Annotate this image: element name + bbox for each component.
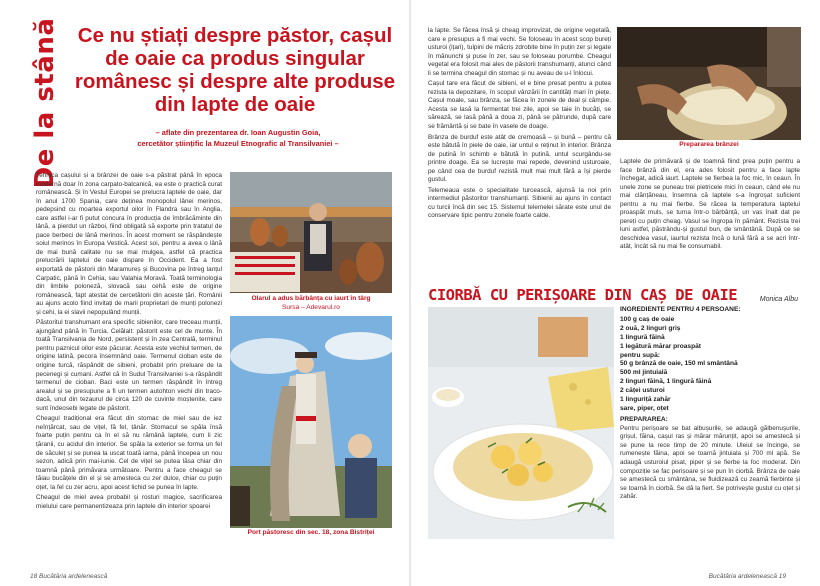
photo-shepherd-costume — [230, 316, 392, 530]
page-number-right: Bucătăria ardelenească 19 — [708, 573, 786, 580]
ingredient-item: 50 g brânză de oaie, 150 ml smântână — [620, 360, 738, 368]
photo-cheese-making — [617, 27, 801, 145]
photo-potter-market — [230, 172, 392, 297]
paragraph: Cheagul tradițional era făcut din stomac de miel sau de iez neînțărcat, sau de vițel, fă fel, tânăr. Stomacul se spăla însă foarte puțin pentru ca în el să nu rămână laptele, cum li zic țăranii, cu acidul din interior. Se spăla la exterior se forma un fel de săculeț și se punea la uscat toată iarna, până începea un nou sezon, adică prin mai-iunie. Cel de vițel se putea lăsa chiar din toamnă până primăvara următoare. Pentru a face cheagul se tăiau bucățele din el și se amesteca cu zer dulce, chiar cu puțin oțet, la fel cu zer acru, apoi acest lichid se punea în lapte. — [36, 415, 222, 491]
ingredient-item: 2 căței usturoi — [620, 387, 665, 395]
ingredient-item: 500 ml jintuială — [620, 369, 668, 377]
article-title: Ce nu știați despre păstor, cașul de oaie ca produs singular românesc și despre alte produse din lapte de oaie — [74, 24, 396, 116]
paragraph: Tehnica cașului și a brânzei de oaie s-a păstrat până în epoca modernă doar în zona carpato-balcanică, ea este o practică curat românească. Și în Vestul Europei se prelucra laptele de oaie, dar în anul 1700 Spania, care deținea monopolul lânei merinos, pedepsind cu moartea exportul oilor în Flandra sau în Anglia, care astfel i-ar fi putut concura în producția de îmbrăcăminte din lână, a pierdut un război, fiind obligată să exporte prin tratatul de pace berbeci de lână merinos. În acest moment se răspândește soiul merinos în Europa Vestică. Acest soi, pentru a avea o lână de mai bună calitate nu se mai mulgea, astfel că practica prelucrării laptelui de oaie dispare în Occident. Ea a fost exportată de păstorii din Maramureș și Bucovina pe întreg lanțul Carpatic, până în Cehia, sau Valahia Moravă. Toată terminologia din limbile poloneză, slovacă sau cehă este de origine românească, fapt atestat de cercetătorii din aceste țări. Românii au ajuns acolo fiind invitați de marii proprietari de munți polonezi și cehi, la ei slavii nepopulând munții. — [36, 172, 222, 316]
section-label: De la stână — [30, 17, 60, 189]
page-fold — [409, 0, 411, 586]
ingredient-item: 1 linguriță zahăr — [620, 396, 671, 404]
photo-caption: Olarul a adus bărbânța cu iaurt în târg Sursa – Adevarul.ro — [230, 293, 392, 313]
right-text-column — [620, 158, 800, 254]
ingredient-item: 2 ouă, 2 linguri griș — [620, 324, 681, 332]
ingredient-item: 2 linguri făină, 1 lingură făină — [620, 378, 712, 386]
left-text-column — [36, 172, 222, 513]
photo-caption: Prepararea brânzei — [617, 140, 801, 152]
paragraph: Telemeaua este o specialitate turcească, ajunsă la noi prin intermediul păstoritor transhumanți. Sibienii au ajuns în contact cu turcii încă din sec 15. Sistemul telemelei sărate este unul de conservare tipic pentru zonele foarte calde. — [428, 186, 611, 220]
middle-text-column — [428, 27, 611, 223]
ingredient-item: pentru supă: — [620, 351, 660, 359]
paragraph: Brânza de burduf este atât de cremoasă – și bună – pentru că este bătută în piele de oaie, iar untul e reținut în interior. Brânza de putină în schimb e bătută în putină, untul scurgându-se printre doage. Ea se lucrește mai repede, devenind usturoaie, pe când cea de burduf rezistă mult mai mult fără a își pierde gustul. — [428, 133, 611, 184]
paragraph: Laptele de primăvară și de toamnă fiind prea puțin pentru a face brânză din el, era ades folosit pentru a face lapte închegat, adică iaurt. Laptele se fierbea la foc mic, în ceaun. În unele zone se puneau trei pietricele mici în ceaun, când ele nu mai clănțăneau, însemna că laptele s-a îngroșat suficient pentru a nu mai fierbe. Se răcea la temperatura laptelui proaspăt muls, se turna într-o bărbânță, un vas înalt dat pe pereți cu puțin cheag. Vasul se îngropa în pământ. Rezista trei luni astfel, păstrându-și gustul bun, de smântână. După ce se deschidea vasul, iaurtul rezista încă o lună fără a se acri într-atât, încât să nu mai fie consumabil. — [620, 158, 800, 251]
ingredient-item: 100 g caș de oaie — [620, 315, 675, 323]
paragraph: Cheagul de miel avea probabil și rosturi magice, sacrificarea mielului care permanentizeaza prin laptele din interior spoarei — [36, 494, 222, 510]
recipe-ingredients — [620, 306, 800, 502]
ingredient-item: 1 lingură făină — [620, 333, 665, 341]
preparation-text: Pentru perișoare se bat albușurile, se adaugă gălbenușurile, grișul, făina, cașul ras și mărar mărunțit, apoi se amestecă și se pune la rece timp de 20 minute. Uleiul se încinge, se rumenește făina, apoi se toarnă jintuiala și 700 ml apă. Se adaugă usturoiul pisat, piper și se fierbe la foc moderat. Din compoziție se fac perișoare și se pun în ciorbă. Brânza de oaie se amestecă cu smântâna, se fluidizează cu zeamă fierbinte și se toarnă în ciorbă. Se dă la fiert. Se potrivește gustul cu oțet și zahăr. — [620, 424, 800, 501]
paragraph: la lapte. Se făcea însă și cheag improvizat, de origine vegetală, care e presupus a fi mai vechi. Se foloseau în acest scop bureți usturoi (ițari), tulpini de măcriș zdrobite bine în puțin zer și legate în mănunchi și puse în zer, sau se foloseau porumbe. Cheagul vegetal era folosit mai ales de păstorii transhumanți, atunci când li se termina cheagul din stomac și nu aveau de u-l înlocui. — [428, 27, 611, 77]
author-signature: Monica Albu — [759, 296, 798, 303]
ingredient-item: 1 legătură mărar proaspăt — [620, 342, 701, 350]
page-number-left: 18 Bucătăria ardelenească — [30, 573, 108, 580]
paragraph: Păstoritul transhumant era specific sibienilor, care treceau munții, ajungând până în Turcia. Celălalt: păstorit este cel de munte. În toată Transilvania de Nord, persistent și în zea Centrală, terminul pentru paznicul oilor este păcurar. Acesta este vechiul termen, de origine latină, pecora însemnând oaie. Termenul cioban este de origine turcă, răspândit de sibieni, probabil prin preluare de la pecenegi și cumani. Astfel că în Sudul Transilvaniei s-a răspândit termenul de cioban. Baci este un termen răspândit în întreg arealul și se presupune a fi un termen autohton vechi din traco-dacă, unul din tezaurul de circa 120 de cuvinte moștenite, care sunt îndeosebi legate de păstorit. — [36, 319, 222, 412]
photo-soup — [428, 307, 614, 539]
recipe-title: CIORBĂ CU PERIȘOARE DIN CAȘ DE OAIE — [428, 286, 738, 304]
ingredients-heading: INGREDIENTE PENTRU 4 PERSOANE: — [620, 306, 741, 313]
ingredient-item: sare, piper, oțet — [620, 404, 669, 412]
photo-caption: Port păstoresc din sec. 18, zona Bistriței — [230, 528, 392, 540]
paragraph: Cașul tare era făcut de sibieni, el e bine presat pentru a putea rezista la depozitare, în scopul vânzării în cantități mari în piețe. Cașul moale, sau brânza, se făcea în zonele de deal și câmpie. Acesta se lasă la fermentat trei zile, apoi se taie în bucăți, se sărează, se lasă până a doua zi, până se pătrunde, după care se frământă și se bate în vasele de doage. — [428, 80, 611, 131]
article-subtitle: – aflate din prezentarea dr. Ioan Augustin Goia, cercetător științific la Muzeul Etnografic al Transilvaniei – — [137, 128, 339, 148]
preparation-heading: PREPARAREA: — [620, 415, 668, 423]
